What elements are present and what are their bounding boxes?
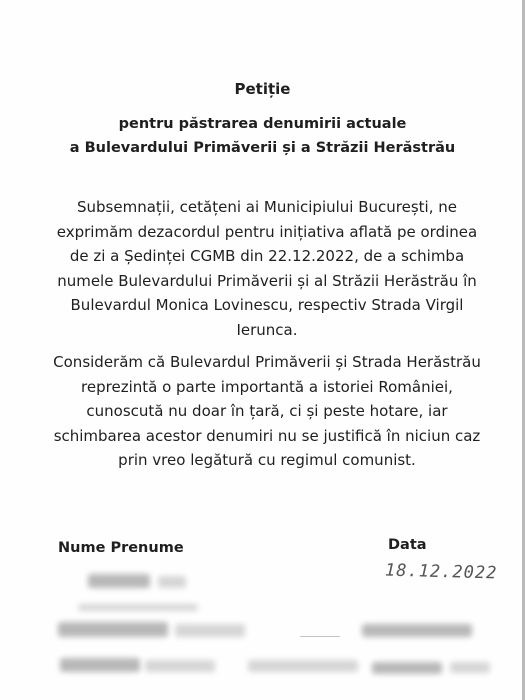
redacted-name-2 [58, 622, 168, 637]
petition-title: Petiție [234, 80, 291, 98]
signature-line [300, 636, 340, 637]
redacted-smudge [78, 604, 198, 611]
redacted-signature-3 [248, 660, 358, 672]
redacted-name-3b [145, 660, 215, 672]
redacted-date-2 [362, 624, 472, 637]
paragraph-2: Considerăm că Bulevardul Primăverii și Strada Herăstrău reprezintă o parte importantă a istoriei României, cunoscută nu doar în țară, ci și peste hotare, iar schimbarea acestor denumiri nu se justifică în niciun caz prin vreo legătură cu regimul comunist. [53, 353, 481, 469]
redacted-name-1 [88, 574, 150, 588]
subtitle-line-2: a Bulevardului Primăverii și a Străzii Herăstrău [69, 140, 456, 156]
redacted-name-2b [175, 624, 245, 637]
handwritten-date: 18.12.2022 [384, 560, 498, 584]
redacted-date-3 [372, 662, 442, 674]
paragraph-1: Subsemnații, cetățeni ai Municipiului București, ne exprimăm dezacordul pentru inițiativa aflată pe ordinea de zi a Ședinței CGMB din 22.12.2022, de a schimba numele Bulevardului Primăverii și al Străzii Herăstrău în Bulevardul Monica Lovinescu, respectiv Strada Virgil Ierunca. [56, 198, 478, 339]
subtitle-line-1: pentru păstrarea denumirii actuale [118, 116, 407, 132]
redacted-date-3b [450, 662, 490, 673]
date-column-header: Data [388, 537, 427, 553]
redacted-name-3 [60, 658, 140, 672]
name-column-header: Nume Prenume [58, 540, 184, 556]
redacted-name-1b [158, 576, 186, 588]
petition-subtitle [0, 112, 525, 160]
